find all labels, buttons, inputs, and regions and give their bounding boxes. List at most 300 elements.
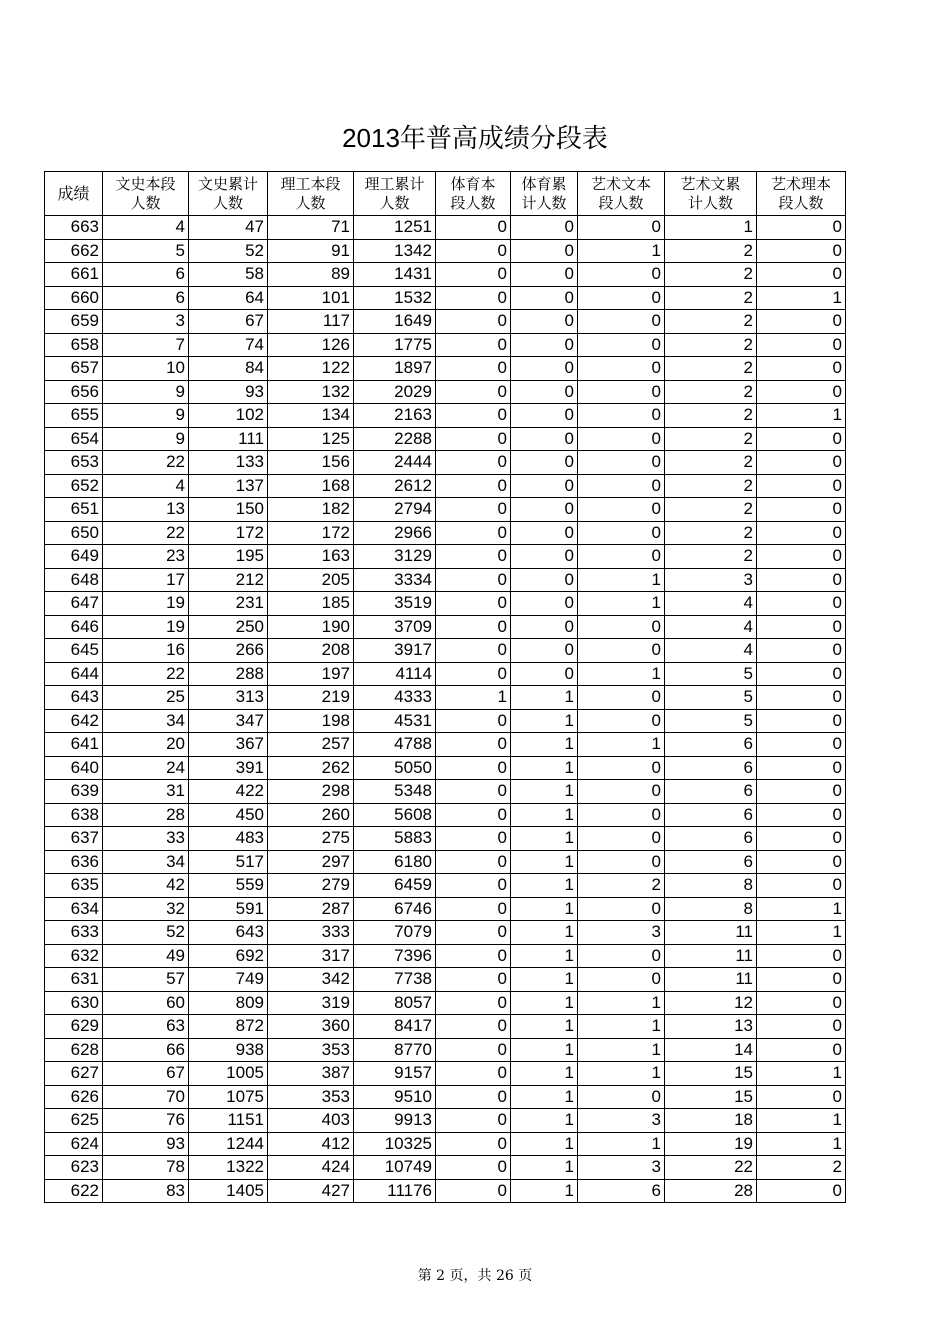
table-row	[45, 991, 846, 1015]
score-cell: 659	[45, 310, 103, 334]
count-cell: 2	[665, 427, 757, 451]
count-cell: 3519	[354, 592, 436, 616]
count-cell: 347	[189, 709, 268, 733]
count-cell: 1431	[354, 263, 436, 287]
table-row	[45, 216, 846, 240]
count-cell: 0	[757, 451, 846, 475]
count-cell: 0	[436, 756, 511, 780]
table-row	[45, 850, 846, 874]
count-cell: 0	[511, 239, 578, 263]
count-cell: 163	[268, 545, 354, 569]
count-cell: 5348	[354, 780, 436, 804]
count-cell: 0	[578, 498, 665, 522]
count-cell: 0	[578, 803, 665, 827]
count-cell: 0	[578, 474, 665, 498]
score-cell: 630	[45, 991, 103, 1015]
count-cell: 342	[268, 968, 354, 992]
count-cell: 0	[436, 380, 511, 404]
count-cell: 0	[511, 521, 578, 545]
score-cell: 649	[45, 545, 103, 569]
count-cell: 559	[189, 874, 268, 898]
count-cell: 0	[511, 474, 578, 498]
count-cell: 60	[103, 991, 189, 1015]
column-header-label: 人数	[212, 193, 243, 212]
count-cell: 3129	[354, 545, 436, 569]
table-row	[45, 944, 846, 968]
count-cell: 10749	[354, 1156, 436, 1180]
count-cell: 0	[511, 498, 578, 522]
count-cell: 0	[757, 498, 846, 522]
table-row	[45, 639, 846, 663]
count-cell: 0	[578, 639, 665, 663]
count-cell: 2612	[354, 474, 436, 498]
count-cell: 0	[578, 310, 665, 334]
column-header-label: 艺术理本	[770, 174, 831, 193]
count-cell: 91	[268, 239, 354, 263]
count-cell: 517	[189, 850, 268, 874]
count-cell: 7079	[354, 921, 436, 945]
count-cell: 1	[511, 1109, 578, 1133]
count-cell: 2	[665, 263, 757, 287]
score-cell: 623	[45, 1156, 103, 1180]
column-header-label: 人数	[379, 193, 410, 212]
count-cell: 1	[511, 1062, 578, 1086]
count-cell: 1649	[354, 310, 436, 334]
count-cell: 2	[665, 404, 757, 428]
count-cell: 360	[268, 1015, 354, 1039]
count-cell: 872	[189, 1015, 268, 1039]
count-cell: 1405	[189, 1179, 268, 1203]
count-cell: 0	[578, 357, 665, 381]
count-cell: 0	[511, 545, 578, 569]
count-cell: 0	[757, 756, 846, 780]
count-cell: 0	[436, 1062, 511, 1086]
count-cell: 122	[268, 357, 354, 381]
table-row	[45, 1015, 846, 1039]
count-cell: 2794	[354, 498, 436, 522]
count-cell: 71	[268, 216, 354, 240]
count-cell: 1	[511, 780, 578, 804]
count-cell: 0	[511, 216, 578, 240]
count-cell: 125	[268, 427, 354, 451]
count-cell: 83	[103, 1179, 189, 1203]
count-cell: 2	[665, 310, 757, 334]
count-cell: 0	[436, 1015, 511, 1039]
count-cell: 0	[436, 568, 511, 592]
count-cell: 2288	[354, 427, 436, 451]
count-cell: 0	[436, 733, 511, 757]
count-cell: 4	[665, 639, 757, 663]
count-cell: 47	[189, 216, 268, 240]
count-cell: 4788	[354, 733, 436, 757]
column-header-label: 艺术文本	[590, 174, 651, 193]
count-cell: 3334	[354, 568, 436, 592]
column-header-label: 段人数	[778, 193, 824, 212]
count-cell: 52	[103, 921, 189, 945]
score-cell: 655	[45, 404, 103, 428]
count-cell: 133	[189, 451, 268, 475]
count-cell: 333	[268, 921, 354, 945]
count-cell: 591	[189, 897, 268, 921]
count-cell: 4	[103, 216, 189, 240]
count-cell: 0	[757, 662, 846, 686]
count-cell: 9	[103, 404, 189, 428]
score-cell: 656	[45, 380, 103, 404]
count-cell: 1	[757, 286, 846, 310]
count-cell: 0	[511, 639, 578, 663]
count-cell: 168	[268, 474, 354, 498]
count-cell: 0	[436, 1109, 511, 1133]
count-cell: 208	[268, 639, 354, 663]
count-cell: 0	[757, 639, 846, 663]
count-cell: 182	[268, 498, 354, 522]
count-cell: 0	[436, 968, 511, 992]
count-cell: 387	[268, 1062, 354, 1086]
count-cell: 2	[665, 474, 757, 498]
count-cell: 938	[189, 1038, 268, 1062]
score-cell: 642	[45, 709, 103, 733]
count-cell: 0	[436, 874, 511, 898]
table-row	[45, 615, 846, 639]
count-cell: 1	[757, 1132, 846, 1156]
count-cell: 257	[268, 733, 354, 757]
count-cell: 0	[511, 662, 578, 686]
table-row	[45, 921, 846, 945]
count-cell: 1	[511, 921, 578, 945]
count-cell: 22	[103, 451, 189, 475]
score-cell: 663	[45, 216, 103, 240]
table-row	[45, 803, 846, 827]
score-cell: 658	[45, 333, 103, 357]
count-cell: 2163	[354, 404, 436, 428]
score-cell: 622	[45, 1179, 103, 1203]
count-cell: 1	[578, 1038, 665, 1062]
count-cell: 0	[436, 639, 511, 663]
score-cell: 624	[45, 1132, 103, 1156]
count-cell: 2	[578, 874, 665, 898]
column-header-label: 理工本段	[280, 174, 341, 193]
count-cell: 266	[189, 639, 268, 663]
count-cell: 74	[189, 333, 268, 357]
count-cell: 0	[436, 897, 511, 921]
score-cell: 662	[45, 239, 103, 263]
count-cell: 1	[578, 733, 665, 757]
count-cell: 0	[511, 333, 578, 357]
table-row	[45, 380, 846, 404]
count-cell: 6	[103, 263, 189, 287]
count-cell: 0	[578, 944, 665, 968]
count-cell: 2	[665, 498, 757, 522]
table-row	[45, 874, 846, 898]
count-cell: 1	[578, 1132, 665, 1156]
column-header-label: 体育累	[521, 174, 567, 193]
count-cell: 93	[189, 380, 268, 404]
count-cell: 391	[189, 756, 268, 780]
count-cell: 0	[511, 615, 578, 639]
score-cell: 637	[45, 827, 103, 851]
count-cell: 0	[436, 944, 511, 968]
score-cell: 643	[45, 686, 103, 710]
score-cell: 633	[45, 921, 103, 945]
count-cell: 2	[665, 521, 757, 545]
table-row	[45, 1062, 846, 1086]
count-cell: 4	[665, 592, 757, 616]
table-row	[45, 451, 846, 475]
count-cell: 1	[757, 404, 846, 428]
count-cell: 132	[268, 380, 354, 404]
count-cell: 3917	[354, 639, 436, 663]
count-cell: 0	[436, 1038, 511, 1062]
count-cell: 9510	[354, 1085, 436, 1109]
count-cell: 0	[436, 615, 511, 639]
score-cell: 654	[45, 427, 103, 451]
count-cell: 1	[757, 1062, 846, 1086]
table-row	[45, 404, 846, 428]
table-row	[45, 427, 846, 451]
page-footer: 第 2 页，共 26 页	[417, 1268, 533, 1284]
count-cell: 1	[757, 897, 846, 921]
table-row	[45, 286, 846, 310]
count-cell: 0	[436, 662, 511, 686]
column-header-ligong-segment	[268, 172, 354, 216]
score-cell: 631	[45, 968, 103, 992]
score-cell: 652	[45, 474, 103, 498]
table-row	[45, 592, 846, 616]
count-cell: 0	[436, 803, 511, 827]
table-row	[45, 686, 846, 710]
count-cell: 0	[757, 427, 846, 451]
count-cell: 1	[578, 1062, 665, 1086]
count-cell: 2966	[354, 521, 436, 545]
count-cell: 6	[665, 780, 757, 804]
count-cell: 67	[189, 310, 268, 334]
count-cell: 0	[757, 944, 846, 968]
count-cell: 7738	[354, 968, 436, 992]
count-cell: 0	[757, 850, 846, 874]
count-cell: 297	[268, 850, 354, 874]
count-cell: 0	[578, 404, 665, 428]
column-header-label: 成绩	[57, 184, 90, 203]
count-cell: 0	[578, 615, 665, 639]
count-cell: 2	[665, 451, 757, 475]
score-cell: 640	[45, 756, 103, 780]
count-cell: 0	[757, 733, 846, 757]
count-cell: 0	[511, 380, 578, 404]
count-cell: 0	[436, 1156, 511, 1180]
count-cell: 1	[511, 803, 578, 827]
count-cell: 1	[665, 216, 757, 240]
count-cell: 1	[578, 568, 665, 592]
count-cell: 78	[103, 1156, 189, 1180]
count-cell: 0	[757, 991, 846, 1015]
count-cell: 117	[268, 310, 354, 334]
count-cell: 190	[268, 615, 354, 639]
count-cell: 5	[103, 239, 189, 263]
table-row	[45, 897, 846, 921]
count-cell: 0	[436, 474, 511, 498]
count-cell: 0	[436, 239, 511, 263]
table-row	[45, 474, 846, 498]
count-cell: 156	[268, 451, 354, 475]
count-cell: 0	[436, 263, 511, 287]
count-cell: 450	[189, 803, 268, 827]
count-cell: 403	[268, 1109, 354, 1133]
column-header-label: 段人数	[598, 193, 644, 212]
count-cell: 205	[268, 568, 354, 592]
count-cell: 231	[189, 592, 268, 616]
table-row	[45, 1109, 846, 1133]
count-cell: 0	[578, 380, 665, 404]
count-cell: 0	[757, 216, 846, 240]
count-cell: 0	[511, 286, 578, 310]
count-cell: 11	[665, 968, 757, 992]
count-cell: 0	[757, 474, 846, 498]
count-cell: 197	[268, 662, 354, 686]
score-cell: 661	[45, 263, 103, 287]
count-cell: 1	[511, 827, 578, 851]
count-cell: 49	[103, 944, 189, 968]
column-header-score	[45, 172, 103, 216]
count-cell: 0	[578, 427, 665, 451]
count-cell: 6	[665, 803, 757, 827]
count-cell: 0	[578, 286, 665, 310]
count-cell: 1	[511, 709, 578, 733]
count-cell: 17	[103, 568, 189, 592]
count-cell: 6459	[354, 874, 436, 898]
count-cell: 8	[665, 897, 757, 921]
table-row	[45, 498, 846, 522]
count-cell: 67	[103, 1062, 189, 1086]
count-cell: 6	[103, 286, 189, 310]
count-cell: 13	[665, 1015, 757, 1039]
count-cell: 1	[511, 968, 578, 992]
table-row	[45, 709, 846, 733]
count-cell: 0	[757, 357, 846, 381]
count-cell: 0	[436, 780, 511, 804]
count-cell: 0	[757, 545, 846, 569]
count-cell: 0	[511, 310, 578, 334]
column-header-label: 段人数	[450, 193, 496, 212]
count-cell: 5883	[354, 827, 436, 851]
count-cell: 0	[757, 1015, 846, 1039]
count-cell: 102	[189, 404, 268, 428]
table-body	[45, 216, 846, 1203]
count-cell: 809	[189, 991, 268, 1015]
count-cell: 18	[665, 1109, 757, 1133]
count-cell: 8	[665, 874, 757, 898]
count-cell: 1075	[189, 1085, 268, 1109]
count-cell: 4114	[354, 662, 436, 686]
count-cell: 5050	[354, 756, 436, 780]
count-cell: 1322	[189, 1156, 268, 1180]
count-cell: 0	[578, 968, 665, 992]
count-cell: 0	[436, 850, 511, 874]
table-row	[45, 357, 846, 381]
count-cell: 367	[189, 733, 268, 757]
count-cell: 89	[268, 263, 354, 287]
column-header-label: 计人数	[521, 193, 567, 212]
count-cell: 93	[103, 1132, 189, 1156]
column-header-art-liberal-cumulative	[665, 172, 757, 216]
count-cell: 0	[578, 756, 665, 780]
score-cell: 638	[45, 803, 103, 827]
table-row	[45, 968, 846, 992]
count-cell: 3	[578, 921, 665, 945]
count-cell: 0	[757, 803, 846, 827]
count-cell: 6	[665, 850, 757, 874]
count-cell: 0	[436, 827, 511, 851]
column-header-art-science-segment	[757, 172, 846, 216]
count-cell: 15	[665, 1085, 757, 1109]
count-cell: 3	[578, 1109, 665, 1133]
score-cell: 660	[45, 286, 103, 310]
count-cell: 1005	[189, 1062, 268, 1086]
count-cell: 0	[757, 615, 846, 639]
count-cell: 23	[103, 545, 189, 569]
count-cell: 1	[511, 1179, 578, 1203]
count-cell: 6	[665, 756, 757, 780]
count-cell: 58	[189, 263, 268, 287]
table-row	[45, 568, 846, 592]
table-row	[45, 1156, 846, 1180]
count-cell: 1	[511, 897, 578, 921]
table-row	[45, 521, 846, 545]
count-cell: 1	[511, 850, 578, 874]
count-cell: 353	[268, 1085, 354, 1109]
score-cell: 634	[45, 897, 103, 921]
count-cell: 24	[103, 756, 189, 780]
column-header-art-liberal-segment	[578, 172, 665, 216]
table-row	[45, 733, 846, 757]
score-distribution-table	[44, 171, 846, 1203]
count-cell: 6746	[354, 897, 436, 921]
count-cell: 8057	[354, 991, 436, 1015]
score-cell: 627	[45, 1062, 103, 1086]
count-cell: 0	[757, 1085, 846, 1109]
score-cell: 644	[45, 662, 103, 686]
count-cell: 0	[757, 1038, 846, 1062]
count-cell: 13	[103, 498, 189, 522]
score-cell: 632	[45, 944, 103, 968]
count-cell: 275	[268, 827, 354, 851]
count-cell: 7	[103, 333, 189, 357]
count-cell: 5	[665, 709, 757, 733]
count-cell: 2	[757, 1156, 846, 1180]
count-cell: 1	[511, 874, 578, 898]
count-cell: 298	[268, 780, 354, 804]
count-cell: 0	[578, 897, 665, 921]
score-cell: 646	[45, 615, 103, 639]
count-cell: 1244	[189, 1132, 268, 1156]
count-cell: 0	[757, 827, 846, 851]
count-cell: 313	[189, 686, 268, 710]
count-cell: 219	[268, 686, 354, 710]
count-cell: 5	[665, 686, 757, 710]
count-cell: 0	[757, 780, 846, 804]
count-cell: 111	[189, 427, 268, 451]
count-cell: 0	[578, 850, 665, 874]
count-cell: 1	[511, 1132, 578, 1156]
score-cell: 651	[45, 498, 103, 522]
table-row	[45, 662, 846, 686]
count-cell: 11	[665, 921, 757, 945]
count-cell: 22	[665, 1156, 757, 1180]
count-cell: 19	[103, 592, 189, 616]
column-header-sports-cumulative	[511, 172, 578, 216]
count-cell: 172	[268, 521, 354, 545]
count-cell: 287	[268, 897, 354, 921]
count-cell: 0	[436, 1085, 511, 1109]
